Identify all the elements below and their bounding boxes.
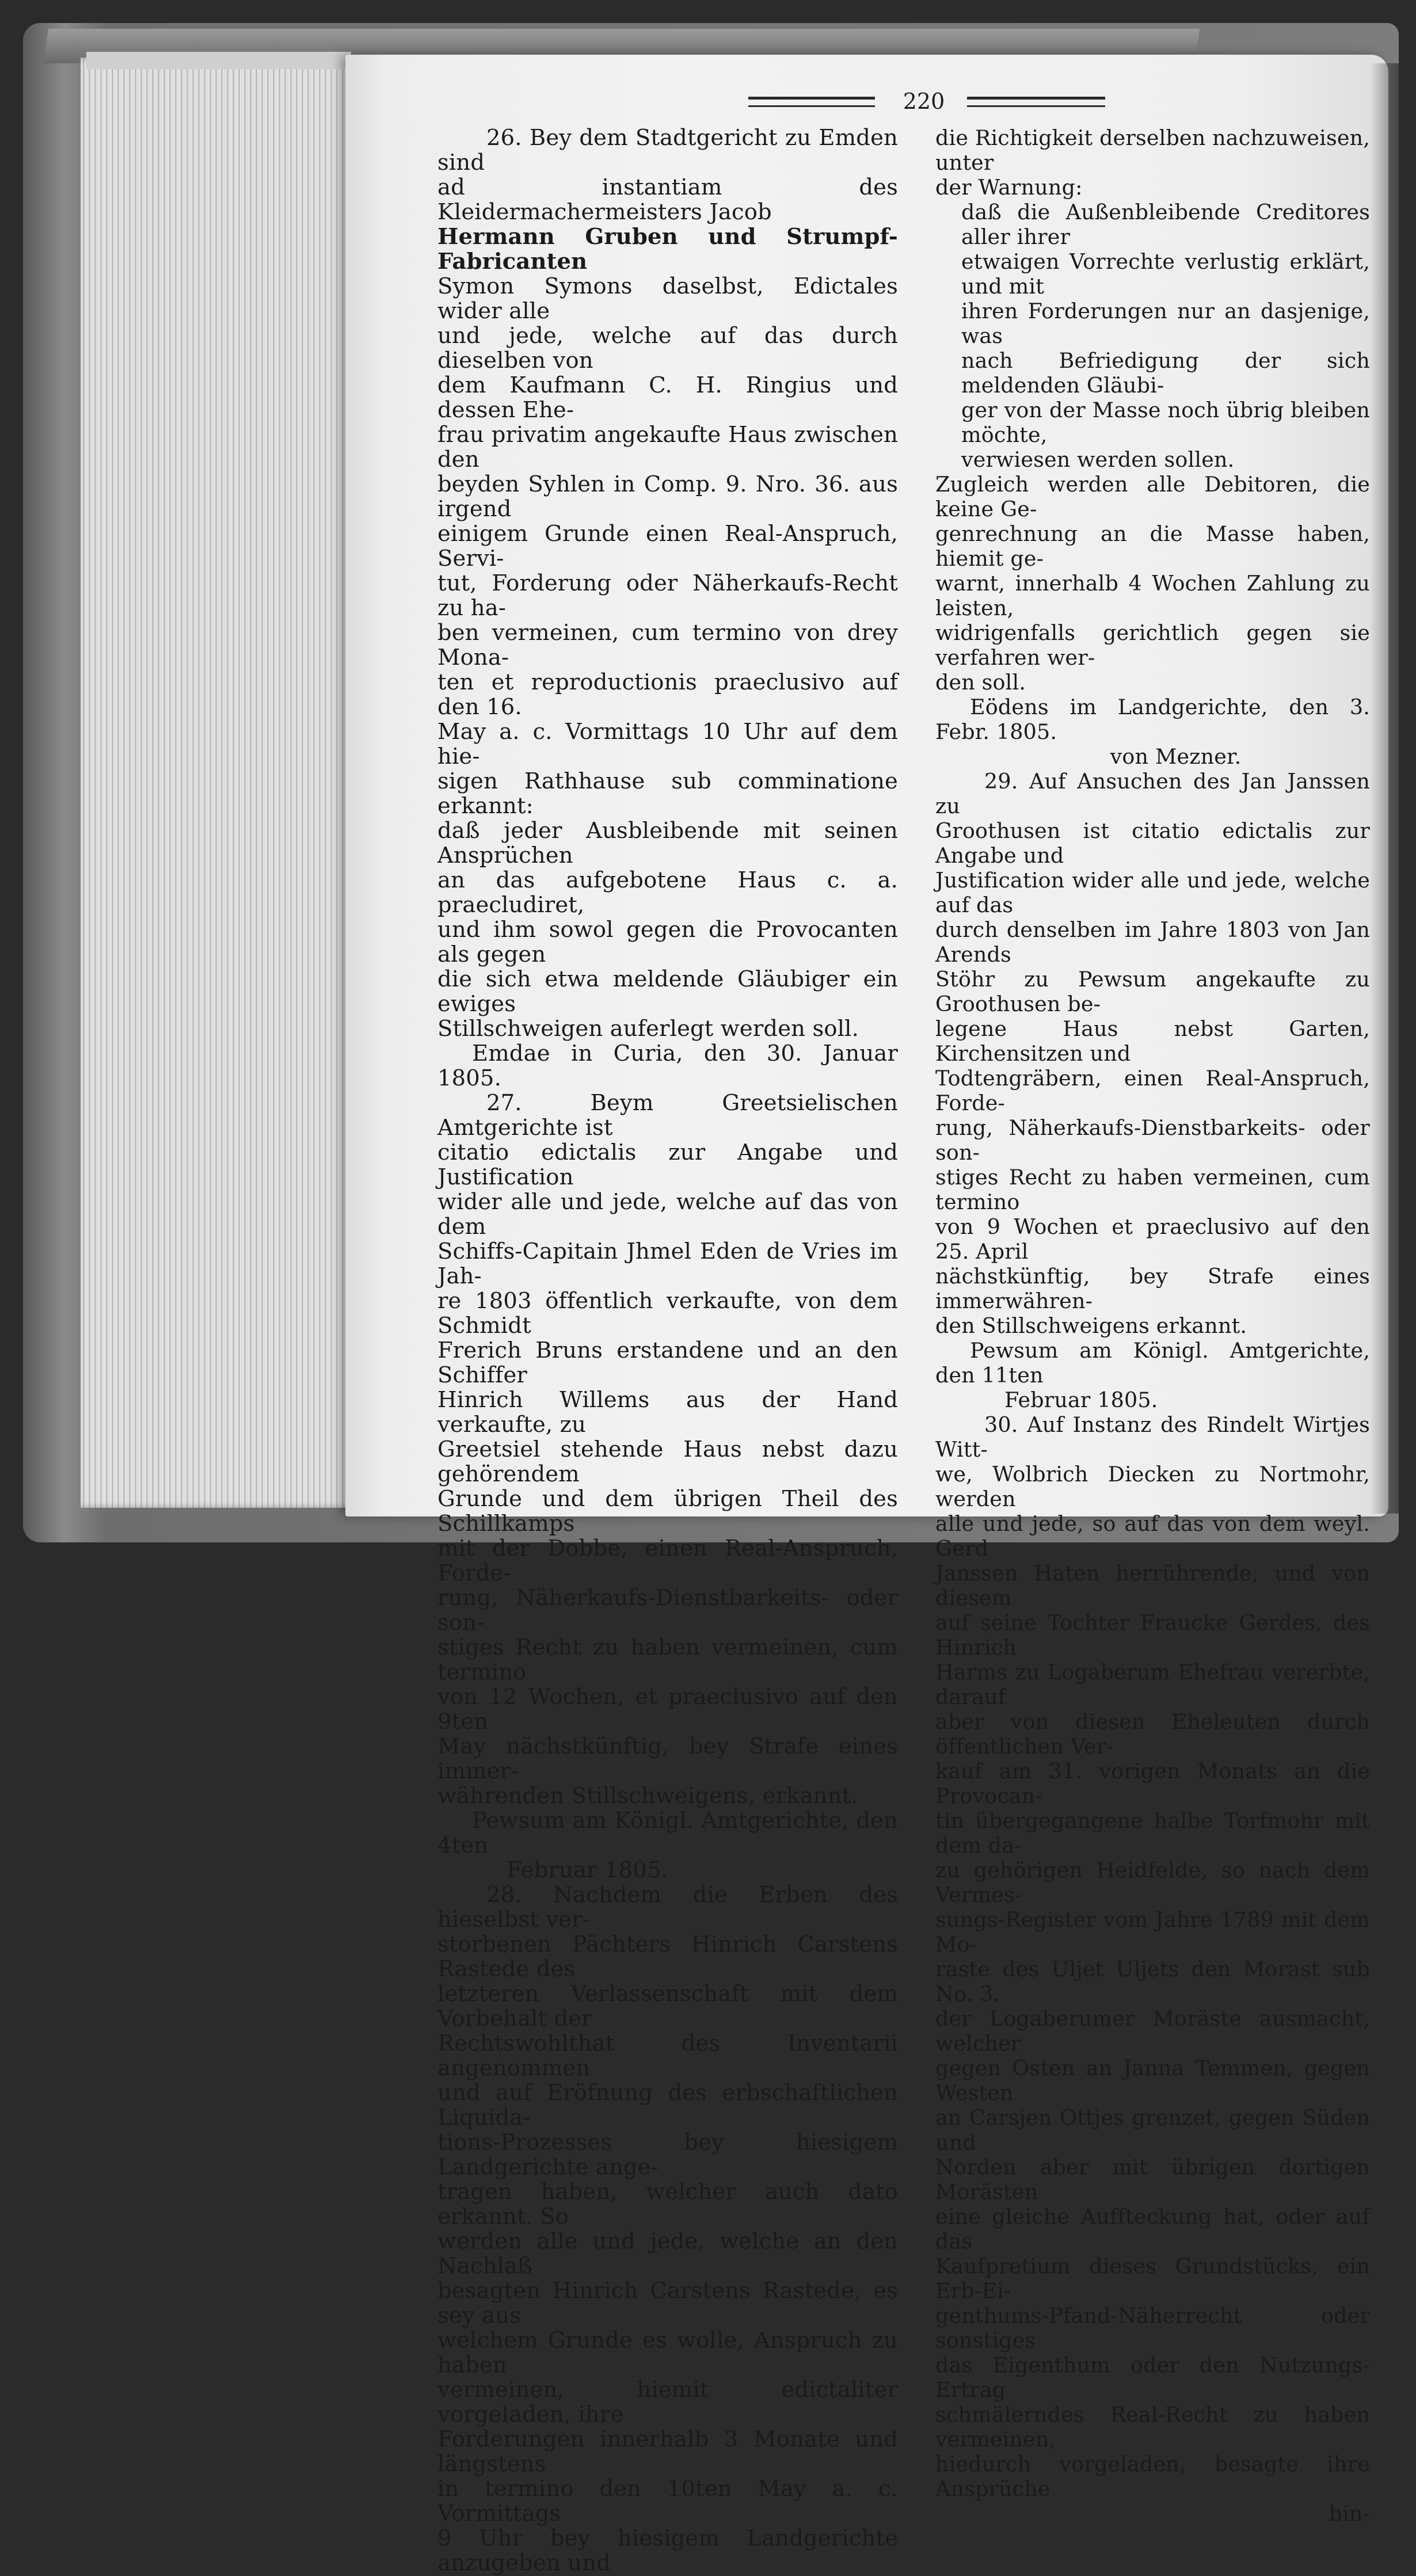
entry-28-line: vermeinen, hiemit edictaliter vorgeladen, ihre: [437, 2377, 898, 2428]
entry-27-line: Grunde und dem übrigen Theil des Schillkamps: [437, 1486, 898, 1537]
entry-26: [437, 125, 898, 1091]
entry-28-line: werden alle und jede, welche an den Nachlaß: [437, 2228, 898, 2279]
entry-30-line: alle und jede, so auf das von dem weyl. Gerd: [935, 1511, 1370, 1561]
entry-28-line: 28. Nachdem die Erben des hieselbst ver-: [437, 1882, 898, 1933]
entry-28-line: storbenen Pächters Hinrich Carstens Rastede des: [437, 1931, 898, 1982]
page-stack-top: [86, 52, 351, 69]
entry-29-line: rung, Näherkaufs-Dienstbarkeits- oder son-: [935, 1115, 1370, 1165]
entry-28-signature: von Mezner.: [1110, 744, 1242, 769]
entry-30-line: gegen Osten an Janna Temmen, gegen Westen: [935, 2056, 1370, 2105]
header-rule-right: [967, 97, 1105, 107]
entry-26-line: die sich etwa meldende Gläubiger ein ewiges: [437, 966, 898, 1017]
entry-29-line: Justification wider alle und jede, welche auf das: [935, 868, 1370, 917]
entry-30-line: das Eigenthum oder den Nutzungs-Ertrag: [935, 2353, 1370, 2402]
page-number: 220: [903, 89, 945, 114]
entry-28-line: Rechtswohlthat des Inventarii angenommen: [437, 2030, 898, 2081]
catchword: bin-: [1329, 2501, 1370, 2526]
entry-30-line: schmälerndes Real-Recht zu haben vermeinen,: [935, 2402, 1370, 2452]
entry-27-line: von 12 Wochen, et praeclusivo auf den 9ten: [437, 1684, 898, 1735]
entry-30-line: Harms zu Logaberum Ehefrau vererbte, darauf: [935, 1660, 1370, 1709]
page-header: [748, 89, 1105, 115]
entry-26-line: sigen Rathhause sub comminatione erkannt:: [437, 768, 898, 819]
warning-line: nach Befriedigung der sich meldenden Gläubi-: [961, 348, 1370, 398]
entry-27-line: Hinrich Willems aus der Hand verkaufte, zu: [437, 1387, 898, 1438]
debtor-line: Zugleich werden alle Debitoren, die keine Ge-: [935, 472, 1370, 521]
entry-26-line: und ihm sowol gegen die Provocanten als gegen: [437, 917, 898, 967]
entry-30-line: der Logaberumer Moräste ausmacht, welcher: [935, 2006, 1370, 2056]
entry-27-line: Schiffs-Capitain Jhmel Eden de Vries im Jah-: [437, 1239, 898, 1289]
entry-27-line: stiges Recht zu haben vermeinen, cum termino: [437, 1634, 898, 1685]
lead-line: die Richtigkeit derselben nachzuweisen, unter: [935, 125, 1370, 175]
entry-30-line: raste des Uljet Uljets den Morast sub No. 3.: [935, 1957, 1370, 2006]
entry-28-line: letzteren Verlassenschaft mit dem Vorbehalt der: [437, 1981, 898, 2032]
warning-line: daß die Außenbleibende Creditores aller ihrer: [961, 200, 1370, 249]
entry-30-line: Janssen Haten herrührende, und von diesem: [935, 1561, 1370, 1610]
entry-26-line: May a. c. Vormittags 10 Uhr auf dem hie-: [437, 719, 898, 769]
warning-line: ger von der Masse noch übrig bleiben möchte,: [961, 398, 1370, 447]
entry-28-place: Eödens im Landgerichte, den 3. Febr. 1805.: [935, 695, 1370, 744]
entry-26-place: Emdae in Curia, den 30. Januar 1805.: [437, 1041, 898, 1091]
warning-clause: [935, 200, 1370, 472]
entry-26-line: beyden Syhlen in Comp. 9. Nro. 36. aus irgend: [437, 471, 898, 522]
entry-27-line: May nächstkünftig, bey Strafe eines immer-: [437, 1733, 898, 1784]
entry-29-line: nächstkünftig, bey Strafe eines immerwähren-: [935, 1264, 1370, 1313]
debtor-line: widrigenfalls gerichtlich gegen sie verfahren wer-: [935, 620, 1370, 670]
entry-28-line: besagten Hinrich Carstens Rastede, es sey aus: [437, 2278, 898, 2329]
entry-27-line: Greetsiel stehende Haus nebst dazu gehörendem: [437, 1436, 898, 1487]
entry-29-line: den Stillschweigens erkannt.: [935, 1313, 1247, 1338]
debtor-line: warnt, innerhalb 4 Wochen Zahlung zu leisten,: [935, 571, 1370, 620]
entry-27-line: re 1803 öffentlich verkaufte, von dem Schmidt: [437, 1288, 898, 1339]
entry-27-line: citatio edictalis zur Angabe und Justification: [437, 1140, 898, 1190]
entry-27-line: währenden Stillschweigens, erkannt.: [437, 1783, 858, 1809]
entry-27-place-date: Februar 1805.: [507, 1857, 668, 1883]
entry-30-line: hiedurch vorgeladen, besagte ihre Ansprüche: [935, 2452, 1370, 2501]
entry-28-line: und auf Eröfnung des erbschaftlichen Liquida-: [437, 2080, 898, 2131]
warning-line: verwiesen werden sollen.: [961, 447, 1235, 472]
entry-26-line: daß jeder Ausbleibende mit seinen Ansprüchen: [437, 818, 898, 868]
entry-26-line: tut, Forderung oder Näherkaufs-Recht zu ha-: [437, 570, 898, 621]
entry-26-line: ad instantiam des Kleidermachermeisters Jacob: [437, 174, 898, 225]
entry-26-line: ten et reproductionis praeclusivo auf den 16.: [437, 669, 898, 720]
entry-30-line: tin übergegangene halbe Torfmohr mit dem da-: [935, 1808, 1370, 1858]
debtor-line: genrechnung an die Masse haben, hiemit ge-: [935, 521, 1370, 571]
left-column: [437, 125, 898, 2575]
entry-29-line: durch denselben im Jahre 1803 von Jan Arends: [935, 917, 1370, 967]
entry-28-line: 9 Uhr bey hiesigem Landgerichte anzugeben und: [437, 2525, 898, 2576]
entry-26-line: 26. Bey dem Stadtgericht zu Emden sind: [437, 125, 898, 176]
entry-30: [935, 1412, 1370, 2526]
entry-30-line: sungs-Register vom Jahre 1789 mit dem Mo-: [935, 1907, 1370, 1957]
page-stack-edges: [81, 58, 357, 1508]
entry-29-place: Pewsum am Königl. Amtgerichte, den 11ten: [935, 1338, 1370, 1388]
lead-line: der Warnung:: [935, 175, 1083, 200]
entry-29-line: 29. Auf Ansuchen des Jan Janssen zu: [935, 769, 1370, 818]
entry-27-line: mit der Dobbe, einen Real-Anspruch, Forde-: [437, 1535, 898, 1586]
entry-27-line: 27. Beym Greetsielischen Amtgerichte ist: [437, 1090, 898, 1141]
entry-29-line: legene Haus nebst Garten, Kirchensitzen und: [935, 1016, 1370, 1066]
entry-30-line: eine gleiche Auffteckung hat, oder auf das: [935, 2204, 1370, 2254]
entry-29-line: stiges Recht zu haben vermeinen, cum termino: [935, 1165, 1370, 1214]
entry-28-line: tragen haben, welcher auch dato erkannt. So: [437, 2179, 898, 2230]
entry-26-line: an das aufgebotene Haus c. a. praecludiret,: [437, 867, 898, 918]
entry-30-line: genthums-Pfand-Näherrecht oder sonstiges: [935, 2303, 1370, 2353]
entry-29-line: Groothusen ist citatio edictalis zur Angabe und: [935, 818, 1370, 868]
entry-30-line: auf seine Tochter Fraucke Gerdes, des Hinrich: [935, 1610, 1370, 1660]
entry-26-line: Stillschweigen auferlegt werden soll.: [437, 1016, 859, 1042]
entry-29-place-date: Februar 1805.: [1004, 1388, 1158, 1412]
entry-26-line: Hermann Gruben und Strumpf-Fabricanten: [437, 224, 898, 275]
entry-30-line: an Carsjen Ottjes grenzet, gegen Süden und: [935, 2105, 1370, 2155]
entry-28-line: tions-Prozesses bey hiesigem Landgerichte ange-: [437, 2129, 898, 2180]
entry-28-line: Forderungen innerhalb 3 Monate und längstens: [437, 2426, 898, 2477]
entry-29: [935, 769, 1370, 1412]
entry-30-line: zu gehörigen Heidfelde, so nach dem Vermes-: [935, 1858, 1370, 1907]
entry-30-line: Kaufpretium dieses Grundstücks, ein Erb-Ei-: [935, 2254, 1370, 2303]
entry-29-line: Todtengräbern, einen Real-Anspruch, Forde-: [935, 1066, 1370, 1115]
entry-30-line: Norden aber mit übrigen dortigen Morästen: [935, 2155, 1370, 2204]
debtor-line: den soll.: [935, 670, 1026, 695]
entry-26-line: Symon Symons daselbst, Edictales wider alle: [437, 273, 898, 324]
entry-27-place: Pewsum am Königl. Amtgerichte, den 4ten: [437, 1808, 898, 1858]
entry-29-line: Stöhr zu Pewsum angekaufte zu Groothusen be-: [935, 967, 1370, 1016]
entry-26-line: frau privatim angekaufte Haus zwischen den: [437, 422, 898, 472]
entry-28: [437, 1883, 898, 2575]
entry-27: [437, 1091, 898, 1883]
header-rule-left: [748, 97, 875, 107]
entry-30-line: kauf am 31. vorigen Monats an die Provocan-: [935, 1759, 1370, 1808]
warning-line: etwaigen Vorrechte verlustig erklärt, und mit: [961, 249, 1370, 299]
warning-line: ihren Forderungen nur an dasjenige, was: [961, 299, 1370, 348]
entry-30-line: aber von diesen Eheleuten durch öffentlichen Ver-: [935, 1709, 1370, 1759]
entry-26-line: dem Kaufmann C. H. Ringius und dessen Ehe-: [437, 372, 898, 423]
entry-27-line: wider alle und jede, welche auf das von dem: [437, 1189, 898, 1240]
entry-26-line: ben vermeinen, cum termino von drey Mona-: [437, 620, 898, 670]
entry-27-line: Frerich Bruns erstandene und an den Schiffer: [437, 1337, 898, 1388]
right-column: [935, 125, 1370, 2526]
entry-28-line: welchem Grunde es wolle, Anspruch zu haben: [437, 2327, 898, 2378]
page-edge-shadow: [1370, 63, 1399, 1514]
entry-30-line: 30. Auf Instanz des Rindelt Wirtjes Witt-: [935, 1412, 1370, 1462]
entry-30-line: we, Wolbrich Diecken zu Nortmohr, werden: [935, 1462, 1370, 1511]
entry-27-line: rung, Näherkaufs-Dienstbarkeits- oder son-: [437, 1585, 898, 1636]
entry-26-line: und jede, welche auf das durch dieselben von: [437, 323, 898, 374]
entry-26-line: einigem Grunde einen Real-Anspruch, Servi-: [437, 521, 898, 571]
entry-28-line: in termino den 10ten May a. c. Vormittags: [437, 2476, 898, 2527]
entry-29-line: von 9 Wochen et praeclusivo auf den 25. April: [935, 1214, 1370, 1264]
